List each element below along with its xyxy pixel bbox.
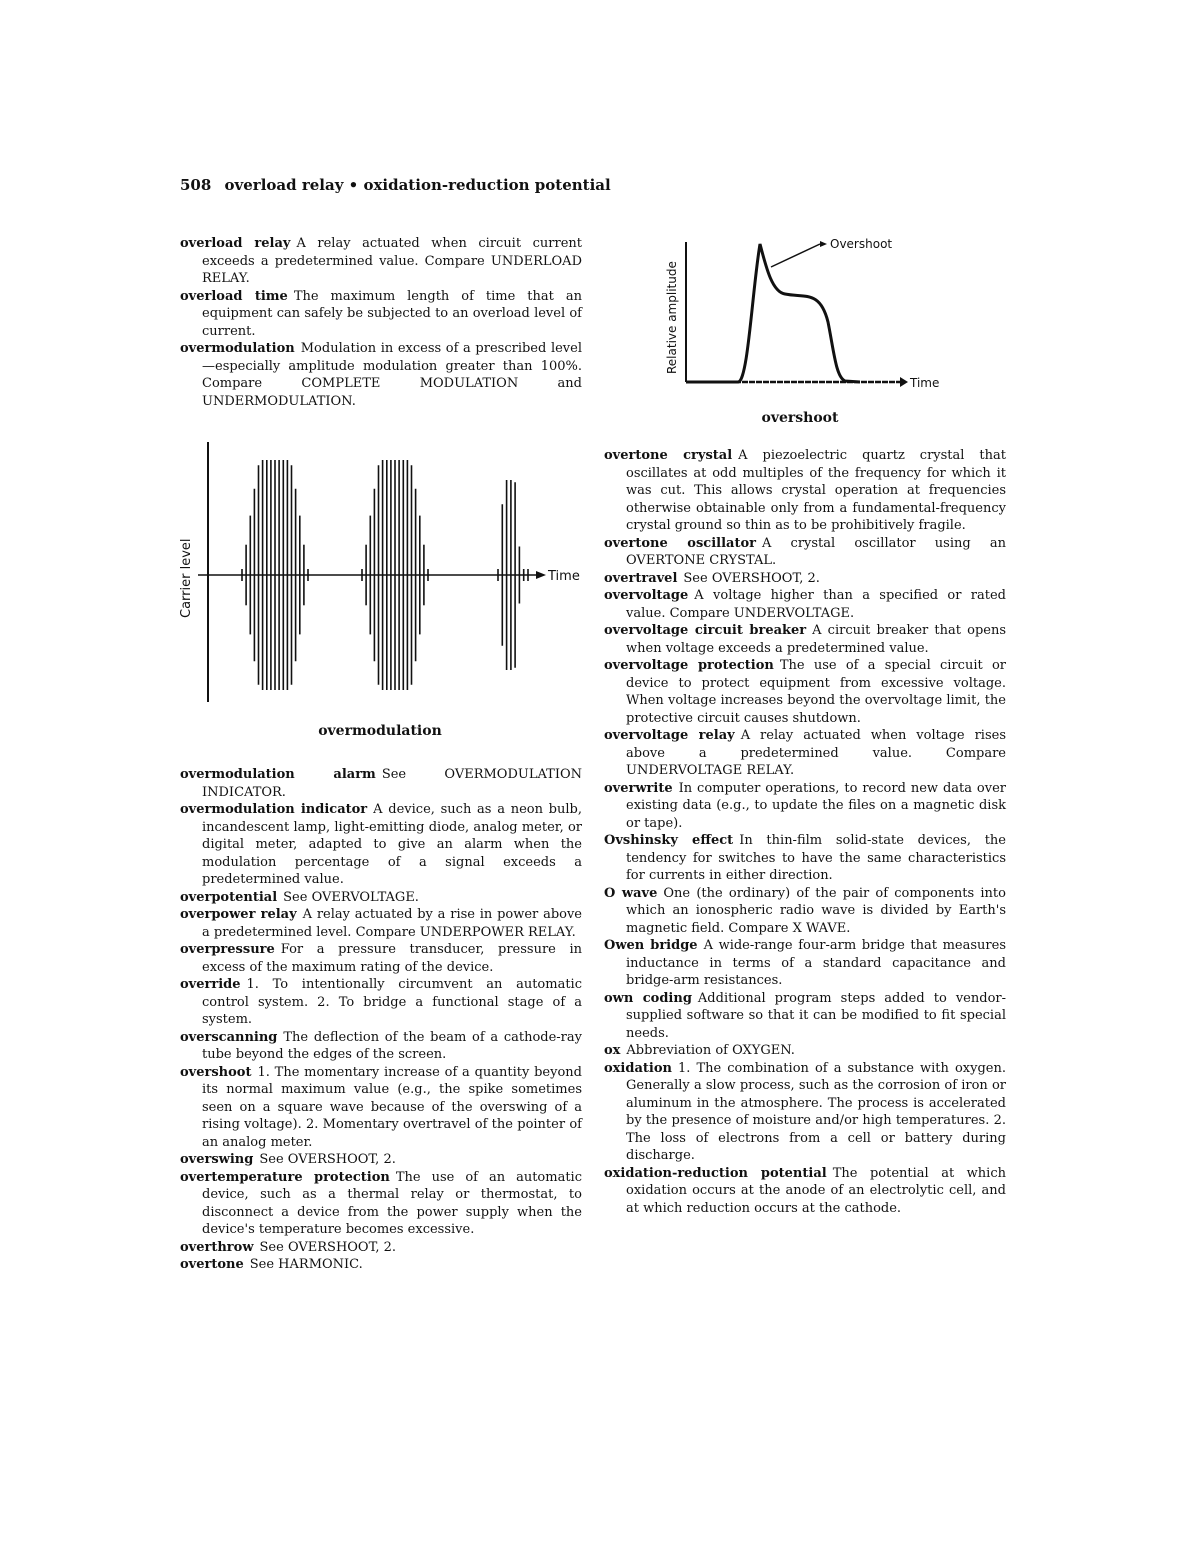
entry-oxidation: oxidation 1. The combination of a substance with oxygen. Generally a slow process, such as the corrosion of iron or aluminum in the atmosphere. The process is accelerated by the presence of moisture and/or high temperatures. 2. The loss of electrons from a cell or battery during discharge. [604, 1060, 1006, 1163]
overmod-ylabel: Carrier level [179, 538, 194, 618]
overmodulation-figure [176, 440, 596, 710]
overshoot-pointer-arrow [820, 241, 827, 247]
entry-override: override 1. To intentionally circumvent an automatic control system. 2. To bridge a functional stage of a system. [180, 977, 582, 1027]
entry-overtemperature-protection: overtemperature protection The use of an automatic device, such as a thermal relay or thermostat, to disconnect a device from the power supply when the device's temperature becomes excessive. [180, 1169, 583, 1237]
entry-overtone: overtone See HARMONIC. [180, 1257, 363, 1272]
entry-overscanning: overscanning The deflection of the beam of a cathode-ray tube beyond the edges of the screen. [180, 1029, 582, 1062]
overshoot-xlabel: Time [910, 376, 940, 390]
right-column [604, 447, 1006, 1217]
entry-ox: ox Abbreviation of OXYGEN. [604, 1043, 795, 1058]
entry-overmodulation-alarm: overmodulation alarm See OVERMODULATION INDICATOR. [180, 767, 582, 800]
entry-ovshinsky-effect: Ovshinsky effect In thin-film solid-state devices, the tendency for switches to have the same characteristics for currents in either direction. [604, 833, 1007, 883]
entry-own-coding: own coding Additional program steps added to vendor-supplied software so that it can be modified to fit special needs. [604, 990, 1007, 1041]
entry-overtravel: overtravel See OVERSHOOT, 2. [604, 570, 820, 586]
entry-overshoot: overshoot 1. The momentary increase of a quantity beyond its normal maximum value (e.g., the spike sometimes seen on a square wave because of the overswing of a rising voltage). 2. Momentary overtravel of the pointer of an analog meter. [180, 1064, 582, 1150]
entry-overtone-oscillator: overtone oscillator A crystal oscillator using an OVERTONE CRYSTAL. [604, 535, 1006, 568]
running-title: overload relay • oxidation-reduction potential [224, 176, 611, 194]
entry-owen-bridge: Owen bridge A wide-range four-arm bridge that measures inductance in terms of a standard capacitance and bridge-arm resistances. [604, 938, 1006, 988]
overmodulation-caption: overmodulation [318, 723, 442, 739]
entry-overpressure: overpressure For a pressure transducer, pressure in excess of the maximum rating of the device. [180, 942, 582, 975]
entry-overload-time: overload time The maximum length of time that an equipment can safely be subjected to an overload level of current. [180, 288, 582, 339]
entry-overmodulation-indicator: overmodulation indicator A device, such as a neon bulb, incandescent lamp, light-emitting diode, analog meter, or digital meter, adapted to give an alarm when the modulation percentage of a signal exceeds a predetermined value. [180, 802, 582, 887]
running-header [180, 176, 611, 194]
left-column-bottom [180, 766, 582, 1274]
entry-overtone-crystal: overtone crystal A piezoelectric quartz crystal that oscillates at odd multiples of the frequency for which it was cut. This allows crystal operation at frequencies otherwise obtainable only from a fundamental-frequency crystal ground so thin as to be prohibitively fragile. [604, 448, 1006, 533]
entry-overvoltage-circuit-breaker: overvoltage circuit breaker A circuit breaker that opens when voltage exceeds a predetermined value. [604, 623, 1006, 656]
overshoot-x-arrow [900, 377, 908, 387]
entry-overmodulation: overmodulation Modulation in excess of a prescribed level—especially amplitude modulation greater than 100%. Compare COMPLETE MODULATION and UNDERMODULATION. [180, 341, 582, 409]
entry-overvoltage: overvoltage A voltage higher than a specified or rated value. Compare UNDERVOLTAGE. [604, 588, 1006, 621]
entry-overpower-relay: overpower relay A relay actuated by a rise in power above a predetermined level. Compare UNDERPOWER RELAY. [180, 907, 583, 940]
overshoot-curve [686, 244, 860, 382]
entry-overthrow: overthrow See OVERSHOOT, 2. [180, 1239, 397, 1255]
overshoot-ylabel: Relative amplitude [665, 261, 679, 374]
entry-overpotential: overpotential See OVERVOLTAGE. [180, 889, 419, 905]
entry-oxidation-reduction-potential: oxidation-reduction potential The potential at which oxidation occurs at the anode of an electrolytic cell, and at which reduction occurs at the cathode. [604, 1165, 1006, 1216]
overshoot-caption: overshoot [761, 410, 839, 426]
entry-o-wave: O wave One (the ordinary) of the pair of components into which an ionospheric radio wave is divided by Earth's magnetic field. Compare X WAVE. [604, 885, 1006, 936]
entry-overswing: overswing See OVERSHOOT, 2. [180, 1152, 396, 1167]
overshoot-figure [660, 232, 960, 397]
entry-overvoltage-protection: overvoltage protection The use of a special circuit or device to protect equipment from excessive voltage. When voltage increases beyond the overvoltage limit, the protective circuit causes shutdown. [604, 658, 1006, 726]
left-column-top [180, 235, 582, 410]
entry-overload-relay: overload relay A relay actuated when circuit current exceeds a predetermined value. Compare UNDERLOAD RELAY. [180, 236, 582, 286]
entry-overvoltage-relay: overvoltage relay A relay actuated when voltage rises above a predetermined value. Compare UNDERVOLTAGE RELAY. [604, 728, 1007, 778]
overshoot-label: Overshoot [830, 237, 893, 251]
overshoot-pointer-line [771, 244, 820, 267]
page-number: 508 [180, 176, 212, 194]
overmod-x-arrow [536, 571, 546, 579]
overmod-xlabel: Time [548, 569, 580, 584]
entry-overwrite: overwrite In computer operations, to record new data over existing data (e.g., to update the files on a magnetic disk or tape). [604, 780, 1006, 831]
